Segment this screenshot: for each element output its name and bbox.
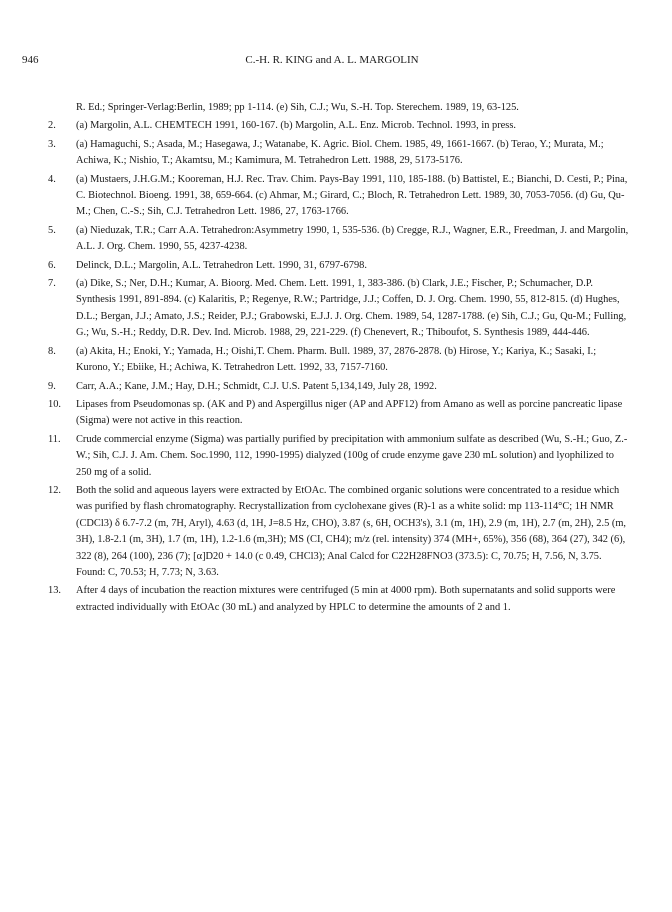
reference-number: 7.: [48, 278, 56, 290]
page-header: [22, 54, 642, 70]
reference-text: (a) Hamaguchi, S.; Asada, M.; Hasegawa, J.; Watanabe, K. Agric. Biol. Chem. 1985, 49, 1661-1667. (b) Terao, Y.; Murata, M.; Achiwa, K.; Nishio, T.; Akamtsu, M.; Kamimura, M. Tetrahedron Lett. 1988, 29, 5173-5176.: [76, 138, 604, 167]
reference-list: [48, 100, 632, 616]
reference-number: 9.: [48, 380, 56, 392]
reference-number: 4.: [48, 173, 56, 185]
reference-text: After 4 days of incubation the reaction mixtures were centrifuged (5 min at 4000 rpm). Both supernatants and solid supports were extracted individually with EtOAc (30 mL) and analyzed by HPLC to determine the amounts of 2 and 1.: [76, 585, 616, 613]
reference-text: (a) Nieduzak, T.R.; Carr A.A. Tetrahedron:Asymmetry 1990, 1, 535-536. (b) Cregge, R.J., Wagner, E.R., Freedman, J. and Margolin, A.L. J. Org. Chem. 1990, 55, 4237-4238.: [76, 224, 629, 253]
reference-text: Crude commercial enzyme (Sigma) was partially purified by precipitation with ammonium sulfate as described (Wu, S.-H.; Guo, Z.-W.; Sih, C.J. J. Am. Chem. Soc.1990, 112, 1990-1995) dialyzed (100g of crude enzyme gave 230 mL solution) and lyophilized to 250 mg of a solid.: [76, 433, 628, 478]
reference-text: (a) Margolin, A.L. CHEMTECH 1991, 160-167. (b) Margolin, A.L. Enz. Microb. Technol. 1993, in press.: [76, 120, 516, 132]
reference-item: [48, 258, 632, 274]
reference-text: Delinck, D.L.; Margolin, A.L. Tetrahedron Lett. 1990, 31, 6797-6798.: [76, 259, 367, 271]
reference-number: 2.: [48, 120, 56, 132]
reference-number: 6.: [48, 259, 56, 271]
reference-number: 8.: [48, 345, 56, 357]
reference-number: 11.: [48, 433, 61, 445]
reference-text: R. Ed.; Springer-Verlag:Berlin, 1989; pp 1-114. (e) Sih, C.J.; Wu, S.-H. Top. Sterechem. 1989, 19, 63-125.: [76, 102, 519, 113]
reference-item: [48, 432, 632, 481]
reference-item: [48, 118, 632, 134]
reference-text: (a) Akita, H.; Enoki, Y.; Yamada, H.; Oishi,T. Chem. Pharm. Bull. 1989, 37, 2876-2878. (b) Hirose, Y.; Kariya, K.; Sasaki, I.; Kurono, Y.; Ebiike, H.; Achiwa, K. Tetrahedron Lett. 1992, 33, 7157-7160.: [76, 345, 597, 374]
reference-item: [48, 379, 632, 395]
reference-item: [48, 583, 632, 616]
reference-text: Carr, A.A.; Kane, J.M.; Hay, D.H.; Schmidt, C.J. U.S. Patent 5,134,149, July 28, 1992.: [76, 380, 437, 392]
reference-text: (a) Mustaers, J.H.G.M.; Kooreman, H.J. Rec. Trav. Chim. Pays-Bay 1991, 110, 185-188. (b) Battistel, E.; Bianchi, D. Cesti, P.; Pina, C. Biotechnol. Bioeng. 1991, 38, 659-664. (c) Ahmar, M.; Girard, C.; Bloch, R. Tetrahedron Lett. 1989, 30, 7053-7056. (d) Gu, Qu-M.; Chen, C.-S.; Sih, C.J. Tetrahedron Lett. 1986, 27, 1763-1766.: [76, 173, 628, 218]
reference-text: (a) Dike, S.; Ner, D.H.; Kumar, A. Bioorg. Med. Chem. Lett. 1991, 1, 383-386. (b) Clark, J.E.; Fischer, P.; Schumacher, D.P. Synthesis 1991, 891-894. (c) Kalaritis, P.; Regenye, R.W.; Partridge, J.J.; Coffen, D. J. Org. Chem. 1990, 55, 812-815. (d) Hughes, D.L.; Bergan, J.J.; Amato, J.S.; Reider, P.J.; Grabowski, E.J.J. J. Org. Chem. 1989, 54, 1287-1788. (e) Sih, C.J.; Gu, Qu-M.; Fulling, G.; Wu, S.-H.; Reddy, D.R. Dev. Ind. Microb. 1988, 29, 221-229. (f) Chenevert, R.; Thiboufot, S. Synthesis 1989, 444-446.: [76, 278, 627, 339]
reference-number: 5.: [48, 224, 56, 236]
reference-text: Lipases from Pseudomonas sp. (AK and P) and Aspergillus niger (AP and APF12) from Amano as well as porcine pancreatic lipase (Sigma) were not active in this reaction.: [76, 398, 623, 427]
reference-number: 3.: [48, 138, 56, 150]
running-head: C.-H. R. KING and A. L. MARGOLIN: [245, 54, 419, 66]
page-number: 946: [22, 54, 39, 66]
reference-number: 13.: [48, 585, 61, 597]
reference-text: Both the solid and aqueous layers were extracted by EtOAc. The combined organic solutions were concentrated to a residue which was purified by flash chromatography. Recrystallization from cyclohexane gives (R)-1 as a white solid: mp 113-114°C; 1H NMR (CDCl3) δ 6.7-7.2 (m, 7H, Aryl), 4.63 (d, 1H, J=8.5 Hz, CHO), 3.87 (s, 6H, OCH3's), 3.1 (m, 1H), 2.9 (m, 1H), 2.7 (m, 2H), 2.5 (m, 3H), 1.8-2.1 (m, 3H), 1.7 (m, 1H), 1.2-1.6 (m,3H); MS (CI, CH4); m/z (rel. intensity) 374 (MH+, 65%), 356 (68), 364 (27), 342 (6), 322 (8), 264 (100), 236 (7); [α]D20 + 14.0 (c 0.49, CHCl3); Anal Calcd for C22H28FNO3 (373.5): C, 70.75; H, 7.56, N, 3.75. Found: C, 70.53; H, 7.73; N, 3.63.: [76, 484, 627, 578]
reference-item: [48, 483, 632, 581]
reference-item: [48, 276, 632, 342]
reference-number: 10.: [48, 398, 61, 410]
reference-item: [48, 172, 632, 221]
reference-item: [48, 223, 632, 256]
reference-item: [48, 137, 632, 170]
reference-item: [48, 397, 632, 430]
reference-item: [48, 100, 632, 116]
reference-item: [48, 344, 632, 377]
reference-number: 12.: [48, 484, 61, 496]
